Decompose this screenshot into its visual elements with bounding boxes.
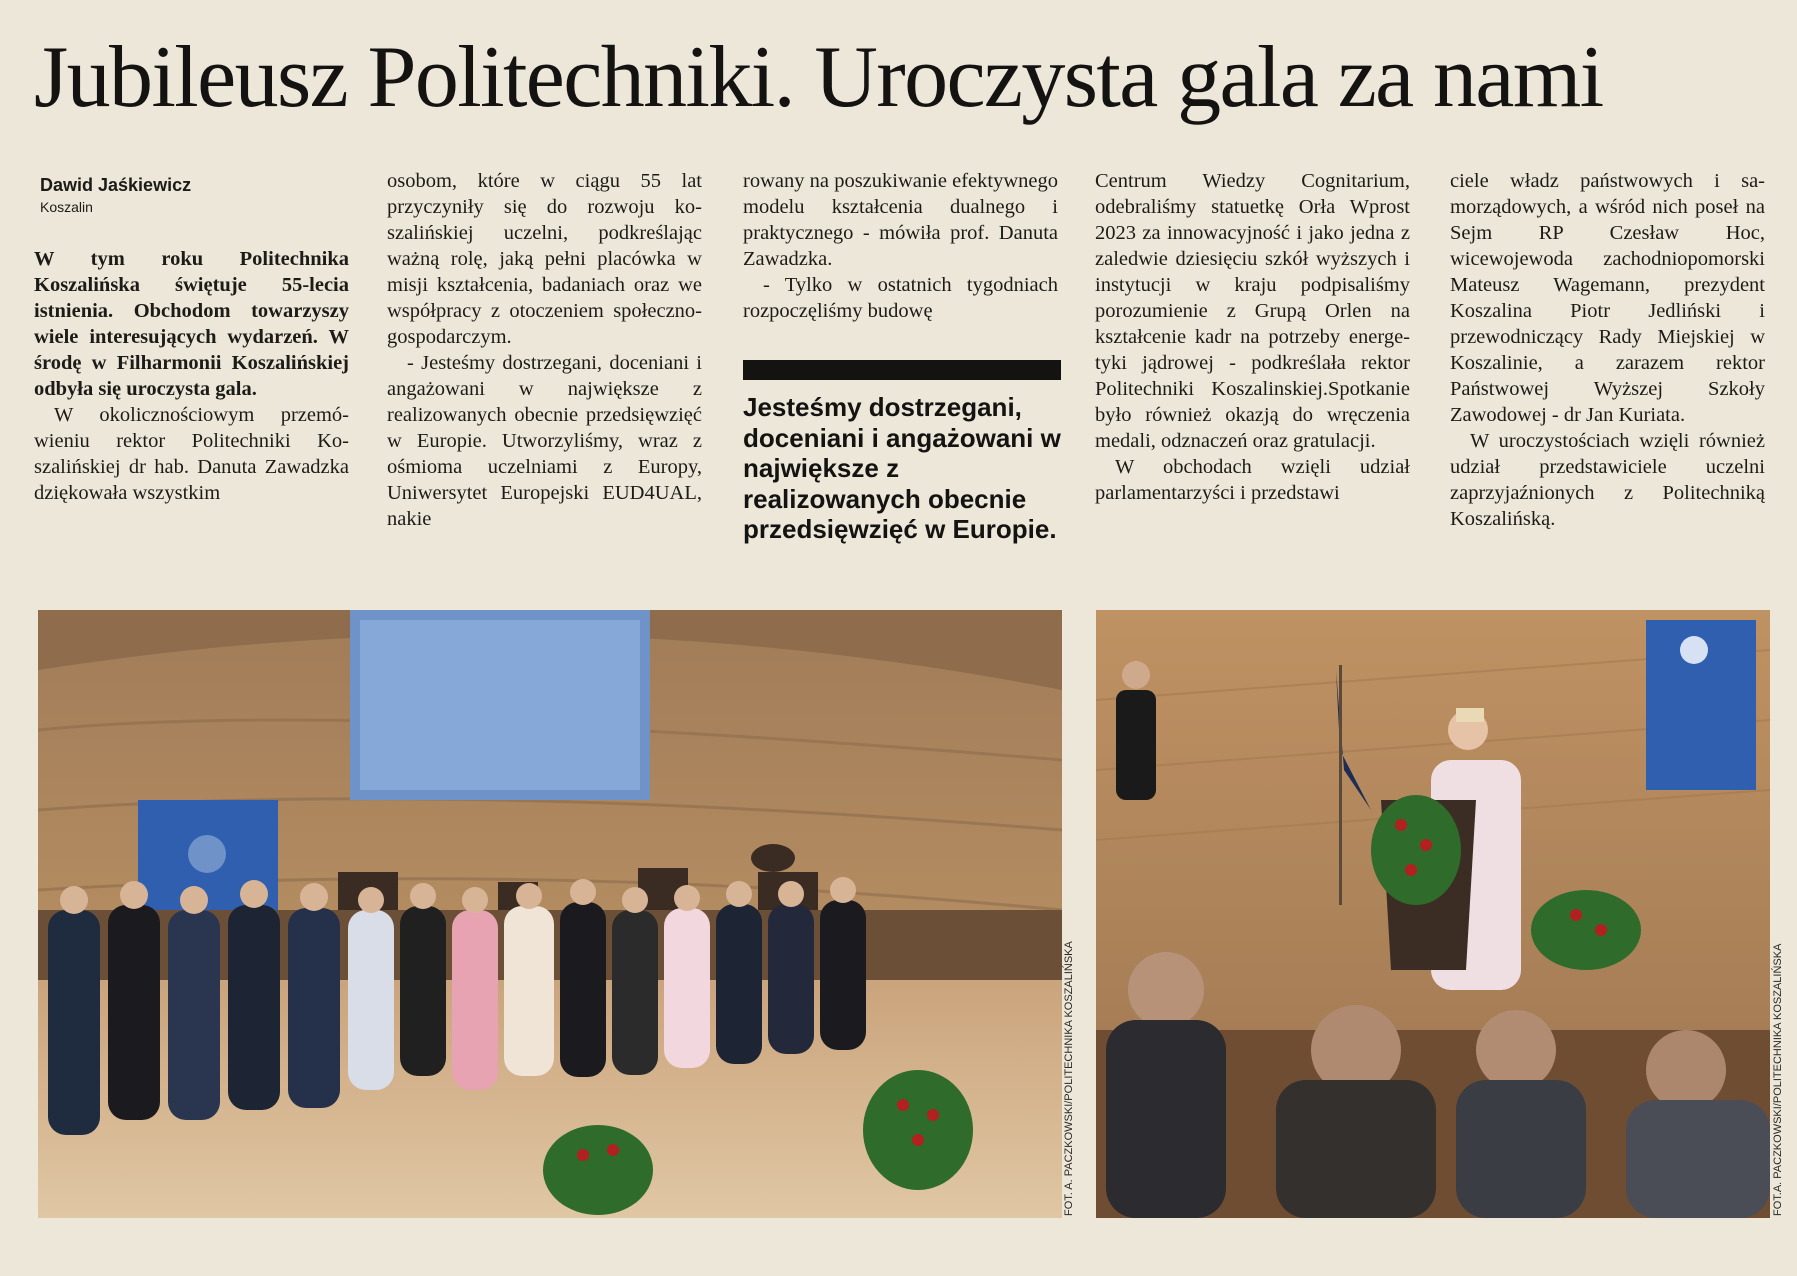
- paragraph: W okolicznościowym przemówieniu rektor Politechniki Koszalińskiej dr hab. Danuta Zawadzka dziękowała wszystkim: [34, 404, 349, 504]
- photo-credit-1: FOT. A. PACZKOWSKI/POLITECHNIKA KOSZALIŃSKA: [1063, 941, 1075, 1216]
- paragraph: ciele władz państwowych i samorządowych, a wśród nich poseł na Sejm RP Czesław Hoc, wicewojewoda zachodniopomorski Mateusz Wagemann, prezydent Koszalina Piotr Jedliński i przewodniczący Rady Miejskiej w Koszalinie, a zarazem rektor Państwowej Wyższej Szkoły Zawodowej - dr Jan Kuriata.: [1450, 170, 1765, 426]
- text-column-4: [1095, 168, 1410, 598]
- text-column-1: [34, 168, 349, 598]
- text-column-3: [743, 168, 1058, 348]
- article-headline: Jubileusz Politechniki. Uroczysta gala za nami: [34, 29, 1603, 126]
- text-column-2: [387, 168, 702, 598]
- photo-credit-2: FOT.A. PACZKOWSKI/POLITECHNIKA KOSZALIŃSKA: [1772, 943, 1784, 1216]
- paragraph: Centrum Wiedzy Cognitarium, odebraliśmy statuetkę Orła Wprost 2023 za innowacyjność i jako jedna z zaledwie dziesięciu szkół wyższych i instytucji w kraju podpisaliśmy porozumienie z Grupą Orlen na kształcenie kadr na potrzeby energetyki jądrowej - podkreślała rektor Politechniki Koszalinskiej.Spotkanie było również okazją do wręczenia medali, odznaczeń oraz gratulacji.: [1095, 170, 1410, 452]
- photo-stage-illustration: [38, 610, 1062, 1218]
- photo-rector-speech: [1096, 610, 1770, 1218]
- pullquote: Jesteśmy dostrzegani, doceniani i angażowani w największe z realizowanych obecnie przedsięwzięć w Europie.: [743, 392, 1061, 544]
- photo-speech-illustration: [1096, 610, 1770, 1218]
- photo-award-recipients: [38, 610, 1062, 1218]
- paragraph: W uroczystościach wzięli również udział przedstawiciele uczelni zaprzyjaźnionych z Politechniką Koszalińską.: [1450, 430, 1765, 530]
- author-location: Koszalin: [40, 199, 93, 215]
- author-name: Dawid Jaśkiewicz: [40, 175, 192, 195]
- paragraph: rowany na poszukiwanie efektywnego modelu kształcenia dualnego i praktycznego - mówiła prof. Danuta Zawadzka.: [743, 170, 1058, 270]
- paragraph: - Tylko w ostatnich tygodniach rozpoczęliśmy budowę: [743, 274, 1058, 322]
- paragraph: W obchodach wzięli udział parlamentarzyści i przedstawi: [1095, 456, 1410, 504]
- article-lead: W tym roku Politechnika Koszalińska świętuje 55-lecia istnienia. Obchodom towarzyszy wiele interesujących wydarzeń. W środę w Filharmonii Koszalińskiej odbyła się uroczysta gala.: [34, 248, 349, 400]
- pullquote-rule: [743, 360, 1061, 380]
- text-column-5: [1450, 168, 1765, 598]
- paragraph: - Jesteśmy dostrzegani, doceniani i angażowani w największe z realizowanych obecnie przedsięwzięć w Europie. Utworzyliśmy, wraz z ośmioma uczelniami z Europy, Uniwersytet Europejski EUD4UAL, nakie: [387, 352, 702, 530]
- paragraph: osobom, które w ciągu 55 lat przyczyniły się do rozwoju koszalińskiej uczelni, podkreślając ważną rolę, jaką pełni placówka w misji kształcenia, badaniach oraz we współpracy z otoczeniem społeczno-gospodarczym.: [387, 170, 702, 348]
